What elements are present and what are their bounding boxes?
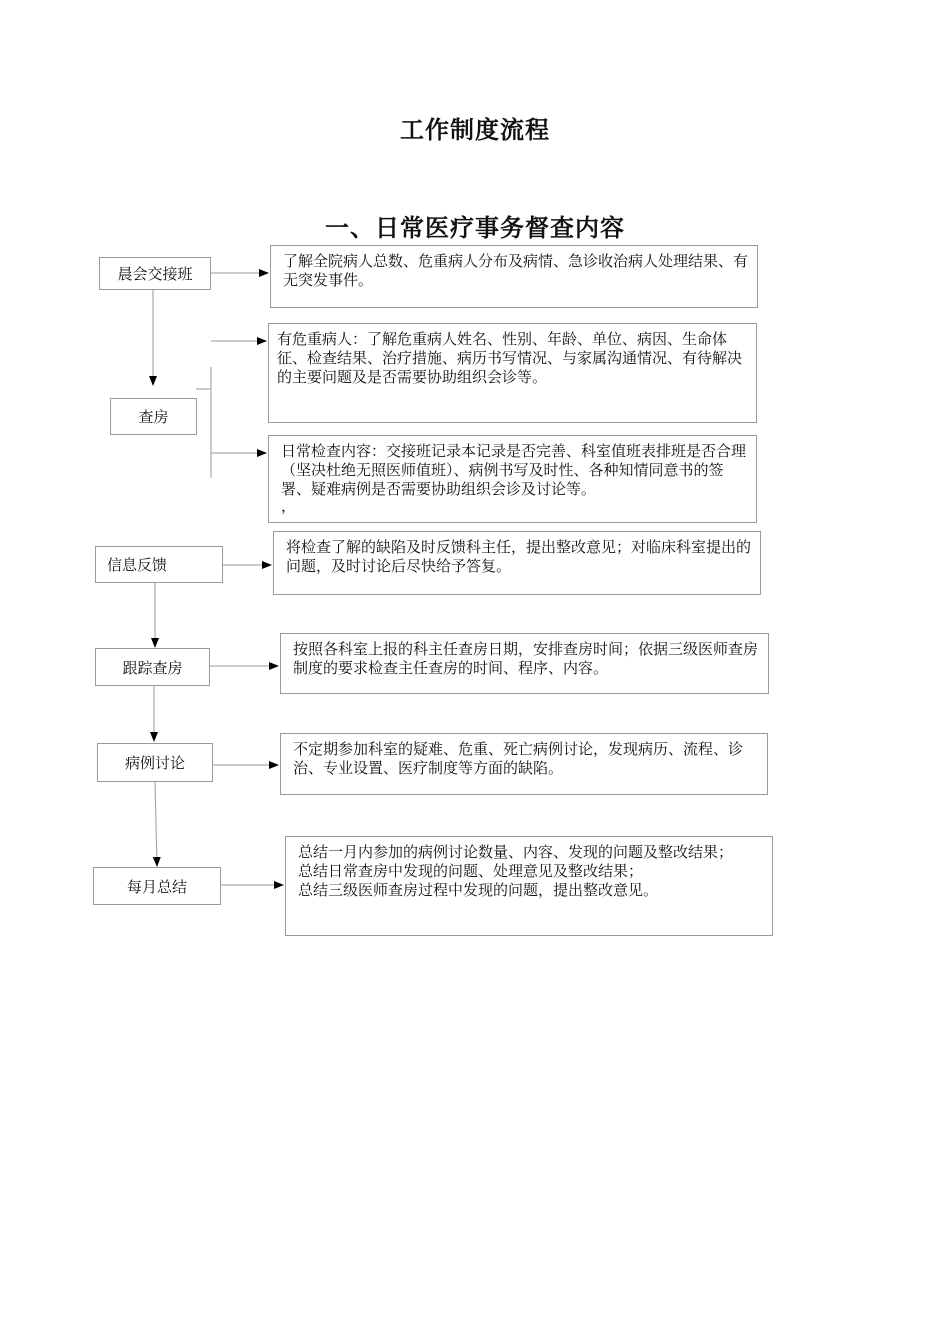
text-monthly-line-2: 总结日常查房中发现的问题、处理意见及整改结果；	[298, 862, 644, 880]
text-daily-tail: ，	[281, 497, 297, 515]
node-morning-handover: 晨会交接班	[99, 257, 211, 290]
node-monthly-summary: 每月总结	[93, 867, 221, 905]
section-title: 一、日常医疗事务督查内容	[325, 214, 625, 242]
text-feedback-content: 将检查了解的缺陷及时反馈科主任，提出整改意见；对临床科室提出的问题，及时讨论后尽快给予答复。	[286, 538, 752, 575]
flow-case-monthly	[155, 782, 157, 866]
text-monthly-line-3: 总结三级医师查房过程中发现的问题，提出整改意见。	[298, 881, 659, 899]
text-info-feedback	[273, 531, 761, 595]
text-follow-rounds	[280, 633, 769, 694]
text-case-discussion	[280, 733, 768, 795]
node-follow-rounds: 跟踪查房	[95, 648, 210, 686]
text-daily-check	[268, 435, 757, 523]
node-ward-rounds: 查房	[110, 398, 197, 435]
text-monthly-summary	[285, 836, 773, 936]
node-info-feedback: 信息反馈	[95, 546, 223, 583]
text-critical-patients	[268, 323, 757, 423]
text-monthly-line-1: 总结一月内参加的病例讨论数量、内容、发现的问题及整改结果；	[298, 843, 734, 861]
text-critical-content: 有危重病人：了解危重病人姓名、性别、年龄、单位、病因、生命体征、检查结果、治疗措施、病历书写情况、与家属沟通情况、有待解决的主要问题及是否需要协助组织会诊等。	[277, 330, 743, 386]
node-case-discussion: 病例讨论	[97, 743, 213, 782]
text-follow-content: 按照各科室上报的科主任查房日期，安排查房时间；依据三级医师查房制度的要求检查主任查房的时间、程序、内容。	[293, 640, 759, 677]
text-morning-handover	[270, 245, 758, 308]
text-daily-content: 日常检查内容：交接班记录本记录是否完善、科室值班表排班是否合理（坚决杜绝无照医师值班）、病例书写及时性、各种知情同意书的签署、疑难病例是否需要协助组织会诊及讨论等。	[281, 442, 747, 498]
text-morning-content: 了解全院病人总数、危重病人分布及病情、急诊收治病人处理结果、有无突发事件。	[283, 252, 749, 289]
page-title: 工作制度流程	[400, 116, 550, 144]
text-case-content: 不定期参加科室的疑难、危重、死亡病例讨论，发现病历、流程、诊治、专业设置、医疗制度等方面的缺陷。	[293, 740, 744, 777]
